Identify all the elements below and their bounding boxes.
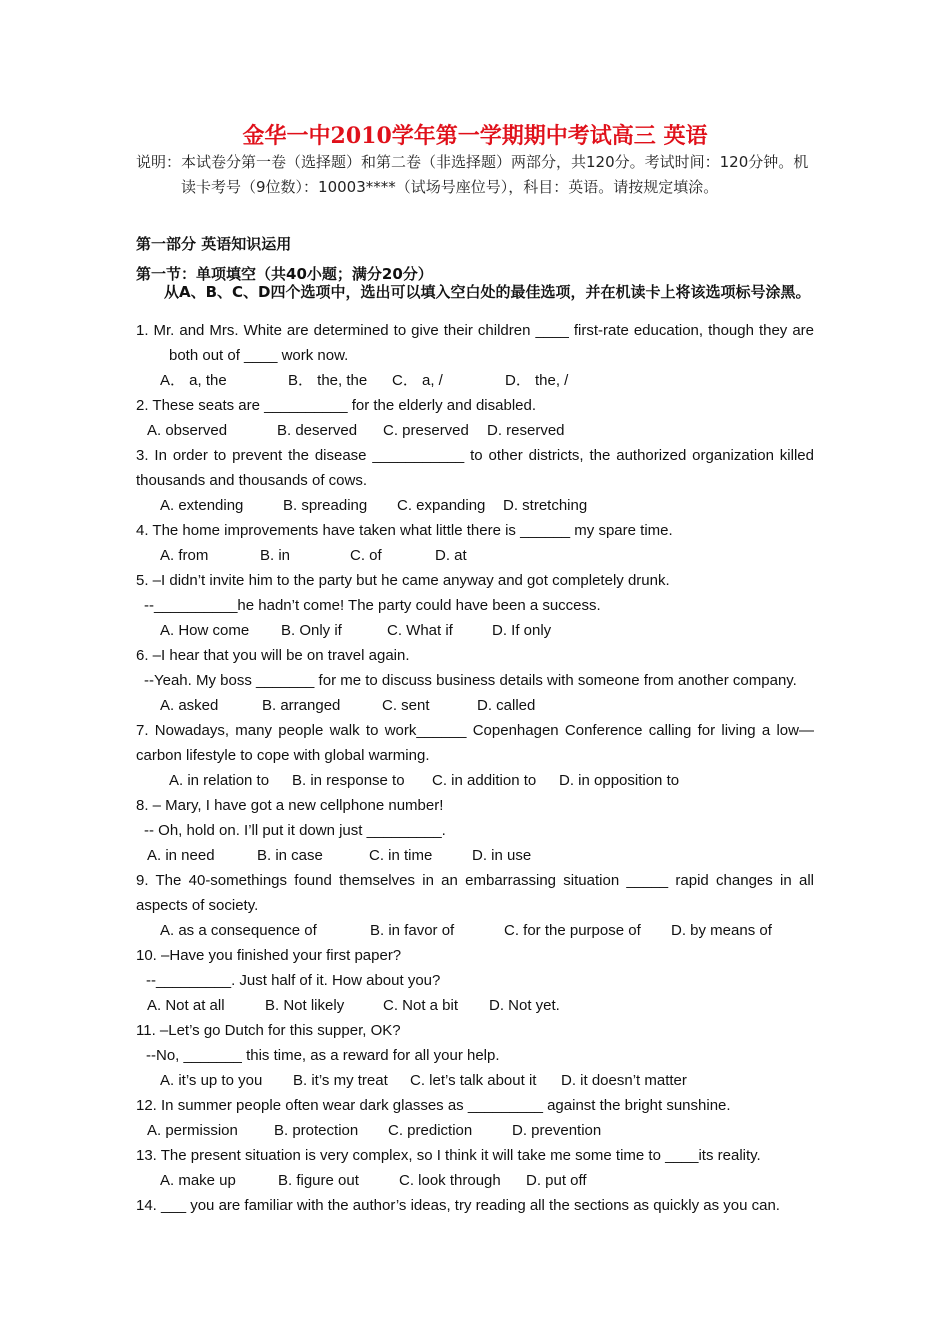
- option-c: C. expanding: [397, 497, 486, 514]
- question-9: 9. The 40-somethings found themselves in an embarrassing situation _____ rapid changes in all aspects of society.: [136, 872, 814, 914]
- option-c: C. in addition to: [432, 772, 537, 789]
- question-1: [136, 318, 814, 368]
- option-d: D. Not yet.: [489, 997, 560, 1014]
- option-c: C. look through: [399, 1172, 501, 1189]
- option-b: B. in: [260, 547, 291, 564]
- option-b: B. figure out: [278, 1172, 359, 1189]
- option-c: C. Not a bit: [383, 997, 459, 1014]
- option-a: A. make up: [160, 1172, 236, 1189]
- option-c: C． a, /: [392, 372, 443, 389]
- option-c: C. let’s talk about it: [410, 1072, 537, 1089]
- option-c: C. prediction: [388, 1122, 473, 1139]
- question-4: 4. The home improvements have taken what little there is ______ my spare time.: [136, 522, 673, 539]
- option-c: C. of: [350, 547, 382, 564]
- section-heading: 第一节：单项填空（共40小题；满分20分）: [136, 265, 433, 283]
- question-8-reply: -- Oh, hold on. I’ll put it down just _________.: [144, 822, 446, 839]
- question-10: 10. –Have you finished your first paper?: [136, 947, 402, 964]
- question-11-reply: --No, _______ this time, as a reward for all your help.: [146, 1047, 500, 1064]
- option-c: C. in time: [369, 847, 433, 864]
- question-8: 8. – Mary, I have got a new cellphone number!: [136, 797, 444, 814]
- option-b: B. spreading: [283, 497, 368, 514]
- question-stem: 1. Mr. and Mrs. White are determined to give their children ____ first-rate education, though they are both out of ____ work now.: [136, 322, 814, 364]
- question-2: 2. These seats are __________ for the elderly and disabled.: [136, 397, 537, 414]
- option-a: A. observed: [147, 422, 228, 439]
- option-a: A. Not at all: [147, 997, 225, 1014]
- option-b: B. in response to: [292, 772, 405, 789]
- option-a: A. in need: [147, 847, 215, 864]
- option-b: B. arranged: [262, 697, 341, 714]
- option-a: A. How come: [160, 622, 250, 639]
- option-c: C. What if: [387, 622, 453, 639]
- option-a: A. permission: [147, 1122, 238, 1139]
- option-d: D． the, /: [505, 372, 569, 389]
- option-b: B. in case: [257, 847, 323, 864]
- page-title: 金华一中2010学年第一学期期中考试高三 英语: [242, 123, 708, 149]
- option-a: A. in relation to: [169, 772, 270, 789]
- option-d: D. at: [435, 547, 467, 564]
- option-b: B. it’s my treat: [293, 1072, 388, 1089]
- option-d: D. in use: [472, 847, 532, 864]
- question-10-reply: --_________. Just half of it. How about you?: [146, 972, 441, 989]
- question-13: 13. The present situation is very complex, so I think it will take me some time to ____its reality.: [136, 1147, 761, 1164]
- option-d: D. by means of: [671, 922, 772, 939]
- option-b: B. protection: [274, 1122, 359, 1139]
- option-b: B. deserved: [277, 422, 358, 439]
- section-instruction: 从A、B、C、D四个选项中，选出可以填入空白处的最佳选项，并在机读卡上将该选项标号涂黑。: [164, 283, 811, 301]
- option-d: D. it doesn’t matter: [561, 1072, 687, 1089]
- option-b: B. Only if: [281, 622, 342, 639]
- option-d: D. reserved: [487, 422, 565, 439]
- option-a: A. from: [160, 547, 209, 564]
- option-a: A. extending: [160, 497, 244, 514]
- option-a: A. it’s up to you: [160, 1072, 263, 1089]
- exam-instructions: [136, 150, 814, 200]
- question-11: 11. –Let’s go Dutch for this supper, OK?: [136, 1022, 401, 1039]
- question-12: 12. In summer people often wear dark glasses as _________ against the bright sunshine.: [136, 1097, 731, 1114]
- option-b: B. Not likely: [265, 997, 345, 1014]
- option-a: A． a, the: [160, 372, 227, 389]
- option-c: C. preserved: [383, 422, 469, 439]
- question-5: 5. –I didn’t invite him to the party but he came anyway and got completely drunk.: [136, 572, 670, 589]
- option-d: D. called: [477, 697, 536, 714]
- option-b: B． the, the: [288, 372, 368, 389]
- note-text: 说明：本试卷分第一卷（选择题）和第二卷（非选择题）两部分，共120分。考试时间：120分钟。机读卡考号（9位数）：10003****（试场号座位号），科目：英语。请按规定填涂。: [136, 153, 809, 196]
- question-6-reply: --Yeah. My boss _______ for me to discuss business details with someone from another company.: [144, 672, 797, 689]
- option-a: A. asked: [160, 697, 219, 714]
- option-b: B. in favor of: [370, 922, 455, 939]
- question-7: 7. Nowadays, many people walk to work______ Copenhagen Conference calling for living a low—carbon lifestyle to cope with global warming.: [136, 722, 814, 764]
- question-5-reply: --__________he hadn’t come! The party could have been a success.: [144, 597, 601, 614]
- question-6: 6. –I hear that you will be on travel again.: [136, 647, 410, 664]
- option-d: D. put off: [526, 1172, 587, 1189]
- option-a: A. as a consequence of: [160, 922, 317, 939]
- question-14: 14. ___ you are familiar with the author’s ideas, try reading all the sections as quickly as you can.: [136, 1197, 780, 1214]
- option-c: C. for the purpose of: [504, 922, 641, 939]
- option-d: D. prevention: [512, 1122, 602, 1139]
- option-d: D. If only: [492, 622, 552, 639]
- option-c: C. sent: [382, 697, 430, 714]
- option-d: D. in opposition to: [559, 772, 680, 789]
- question-3: 3. In order to prevent the disease ___________ to other districts, the authorized organization killed thousands and thousands of cows.: [136, 447, 814, 489]
- option-d: D. stretching: [503, 497, 588, 514]
- part-heading: 第一部分 英语知识运用: [136, 235, 292, 253]
